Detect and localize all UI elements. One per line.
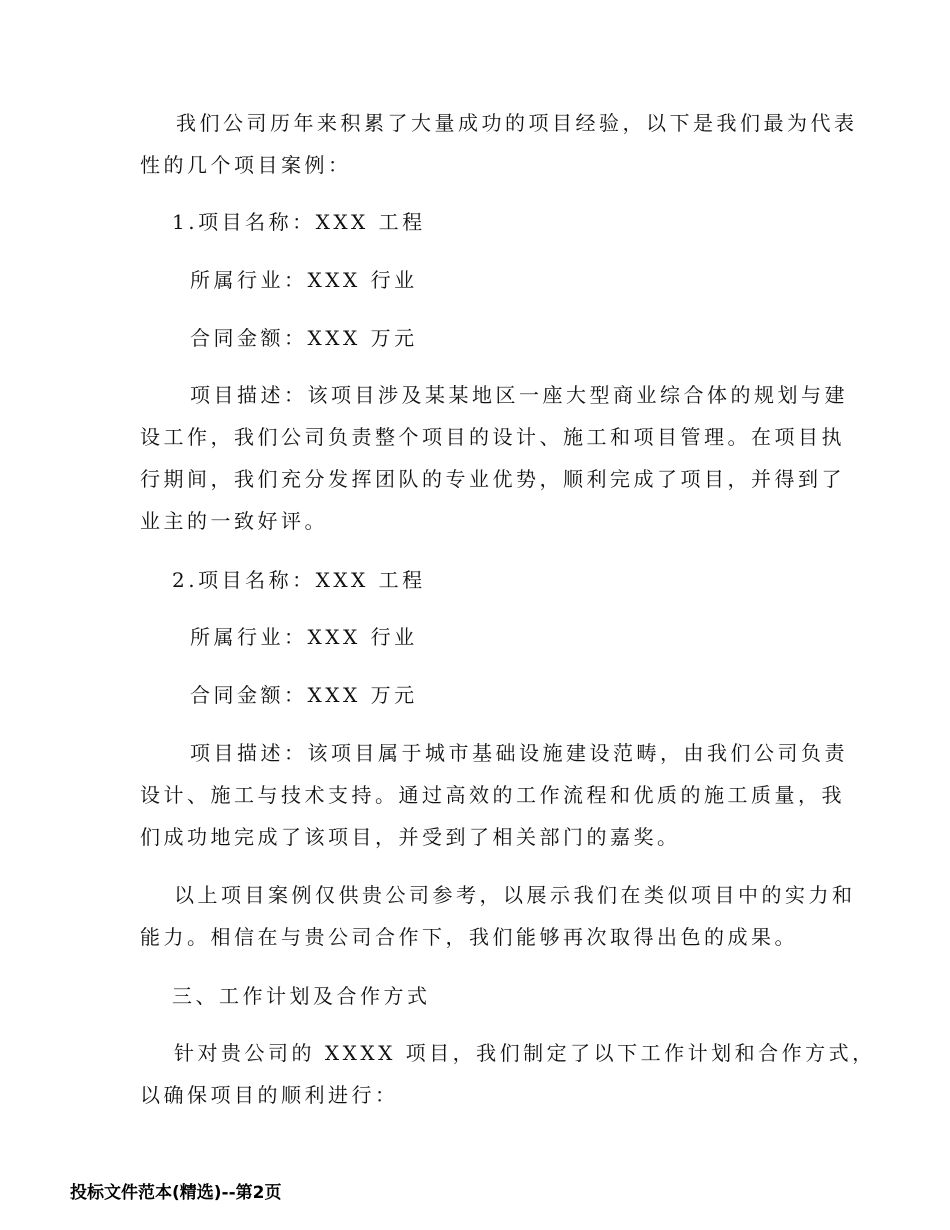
intro-line-1: 我们公司历年来积累了大量成功的项目经验，以下是我们最为代表 — [176, 111, 858, 135]
project2-description-line-3: 们成功地完成了该项目，并受到了相关部门的嘉奖。 — [140, 825, 681, 849]
project1-name: 1.项目名称：XXX 工程 — [172, 210, 426, 234]
summary-line-2: 能力。相信在与贵公司合作下，我们能够再次取得出色的成果。 — [140, 925, 798, 949]
plan-intro-paragraph — [140, 1034, 876, 1114]
project2-description-line-2: 设计、施工与技术支持。通过高效的工作流程和优质的施工质量，我 — [140, 783, 845, 807]
intro-line-2: 性的几个项目案例： — [140, 153, 352, 177]
project2-description-line-1: 项目描述：该项目属于城市基础设施建设范畴，由我们公司负责 — [190, 741, 848, 765]
project2-description — [140, 734, 848, 856]
project2-industry: 所属行业：XXX 行业 — [190, 625, 418, 649]
summary-line-1: 以上项目案例仅供贵公司参考，以展示我们在类似项目中的实力和 — [174, 883, 856, 907]
project1-description-line-3: 行期间，我们充分发挥团队的专业优势，顺利完成了项目，并得到了 — [140, 467, 845, 491]
project1-description-line-2: 设工作，我们公司负责整个项目的设计、施工和项目管理。在项目执 — [140, 425, 845, 449]
project1-description — [140, 376, 848, 540]
summary-paragraph — [140, 876, 856, 956]
project1-description-line-1: 项目描述：该项目涉及某某地区一座大型商业综合体的规划与建 — [190, 383, 848, 407]
plan-intro-line-1: 针对贵公司的 XXXX 项目，我们制定了以下工作计划和合作方式， — [174, 1041, 876, 1065]
section-heading: 三、工作计划及合作方式 — [172, 984, 431, 1008]
project2-amount: 合同金额：XXX 万元 — [190, 683, 418, 707]
project1-industry: 所属行业：XXX 行业 — [190, 268, 418, 292]
plan-intro-line-2: 以确保项目的顺利进行： — [140, 1083, 399, 1107]
project2-name: 2.项目名称：XXX 工程 — [172, 568, 426, 592]
intro-paragraph — [140, 104, 858, 184]
project1-description-line-4: 业主的一致好评。 — [140, 509, 328, 533]
page-footer: 投标文件范本(精选)--第2页 — [70, 1183, 282, 1203]
project1-amount: 合同金额：XXX 万元 — [190, 326, 418, 350]
